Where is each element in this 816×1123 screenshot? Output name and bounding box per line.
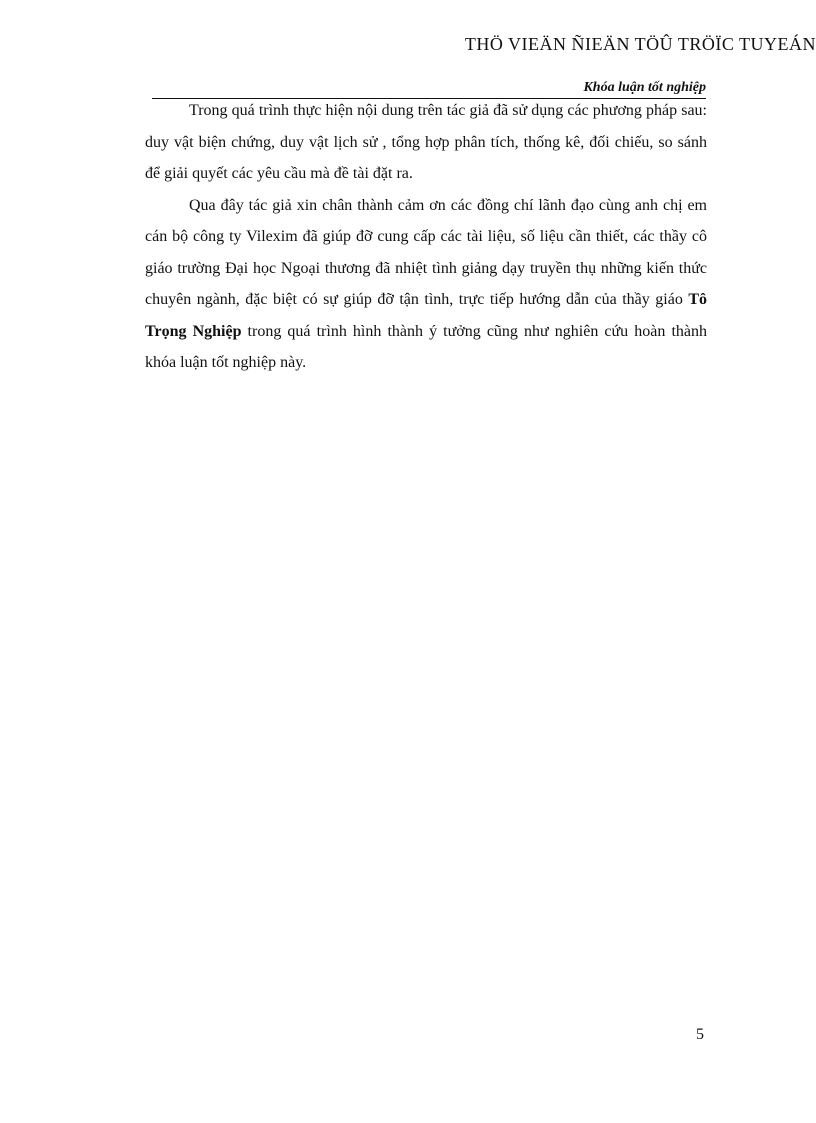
acknowledgement-text-start: Qua đây tác giả xin chân thành cảm ơn các đồng chí lãnh đạo cùng anh chị em cán bộ công ty Vilexim đã giúp đỡ cung cấp các tài liệu, số liệu cần thiết, các thầy cô giáo trường Đại học Ngoại thương đã nhiệt tình giảng dạy truyền thụ những kiến thức chuyên ngành, đặc biệt có sự giúp đỡ tận tình, trực tiếp hướng dẫn của thầy giáo [145, 196, 707, 308]
running-head-title: Khóa luận tốt nghiệp [583, 80, 706, 95]
paragraph-acknowledgement [145, 190, 707, 379]
body-text [145, 95, 707, 379]
page-number: 5 [696, 1026, 704, 1043]
paragraph-methods: Trong quá trình thực hiện nội dung trên tác giả đã sử dụng các phương pháp sau: duy vật biện chứng, duy vật lịch sử , tổng hợp phân tích, thống kê, đối chiếu, so sánh để giải quyết các yêu cầu mà đề tài đặt ra. [145, 102, 707, 182]
library-banner: THÖ VIEÄN ÑIEÄN TÖÛ TRÖÏC TUYEÁN [464, 34, 816, 54]
acknowledgement-text-end: trong quá trình hình thành ý tưởng cũng như nghiên cứu hoàn thành khóa luận tốt nghiệp này. [145, 322, 707, 371]
supervisor-name: Tô Trọng Nghiệp [145, 291, 707, 340]
